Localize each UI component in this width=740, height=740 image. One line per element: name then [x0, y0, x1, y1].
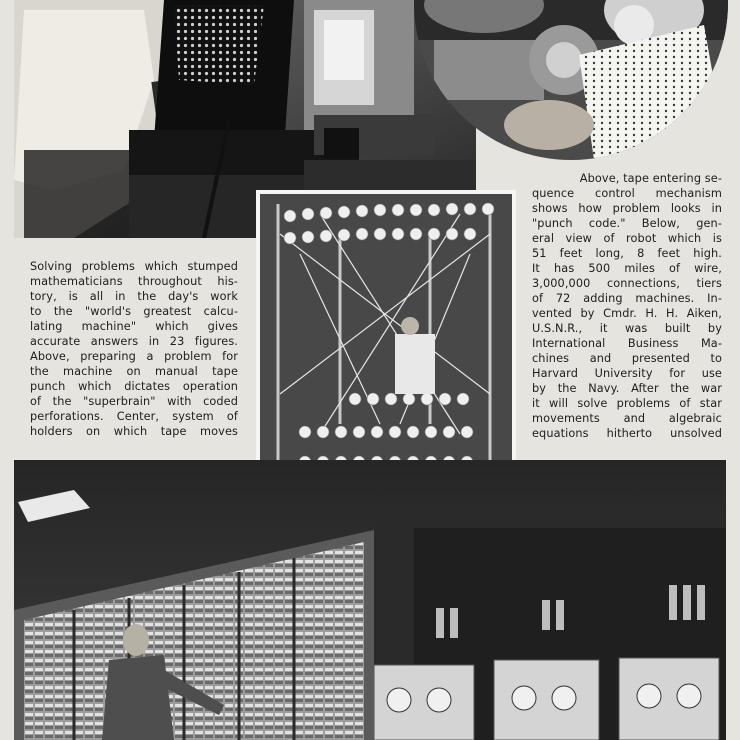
caption-line: chines and presented to	[532, 352, 722, 365]
caption-line: it will solve problems of star	[532, 397, 722, 410]
caption-line: Harvard University for use	[532, 367, 722, 380]
caption-line: It has 500 miles of wire,	[532, 262, 722, 275]
caption-left	[30, 259, 238, 439]
caption-line: movements and algebraic	[532, 412, 722, 425]
caption-line: shows how problem looks in	[532, 202, 722, 215]
caption-line: perforations. Center, system of	[30, 410, 238, 423]
caption-line: U.S.N.R., it was built by	[532, 322, 722, 335]
photo-general-view-robot	[14, 460, 726, 740]
caption-line: holders on which tape moves	[30, 425, 238, 438]
caption-line: 51 feet long, 8 feet high.	[532, 247, 722, 260]
caption-line: tory, is all in the day's work	[30, 290, 238, 303]
caption-line: eral view of robot which is	[532, 232, 722, 245]
caption-line: Above, tape entering se-	[579, 172, 722, 185]
caption-line: equations hitherto unsolved	[532, 427, 722, 440]
caption-line: the machine on manual tape	[30, 365, 238, 378]
caption-line: 3,000,000 connections, tiers	[532, 277, 722, 290]
caption-line: Above, preparing a problem for	[30, 350, 238, 363]
caption-line: International Business Ma-	[532, 337, 722, 350]
caption-line: of 72 adding machines. In-	[532, 292, 722, 305]
caption-line: vented by Cmdr. H. H. Aiken,	[532, 307, 722, 320]
caption-line: Solving problems which stumped	[30, 260, 238, 273]
caption-line: of the "superbrain" with coded	[30, 395, 238, 408]
photo-tape-holders	[256, 190, 516, 502]
caption-line: quence control mechanism	[532, 187, 722, 200]
caption-line: to the "world's greatest calcu-	[30, 305, 238, 318]
caption-line: "punch code." Below, gen-	[532, 217, 722, 230]
caption-line: punch which dictates operation	[30, 380, 238, 393]
caption-right	[532, 171, 722, 441]
caption-line: lating machine" which gives	[30, 320, 238, 333]
caption-line: mathematicians throughout his-	[30, 275, 238, 288]
caption-line: accurate answers in 23 figures.	[30, 335, 238, 348]
caption-line: by the Navy. After the war	[532, 382, 722, 395]
